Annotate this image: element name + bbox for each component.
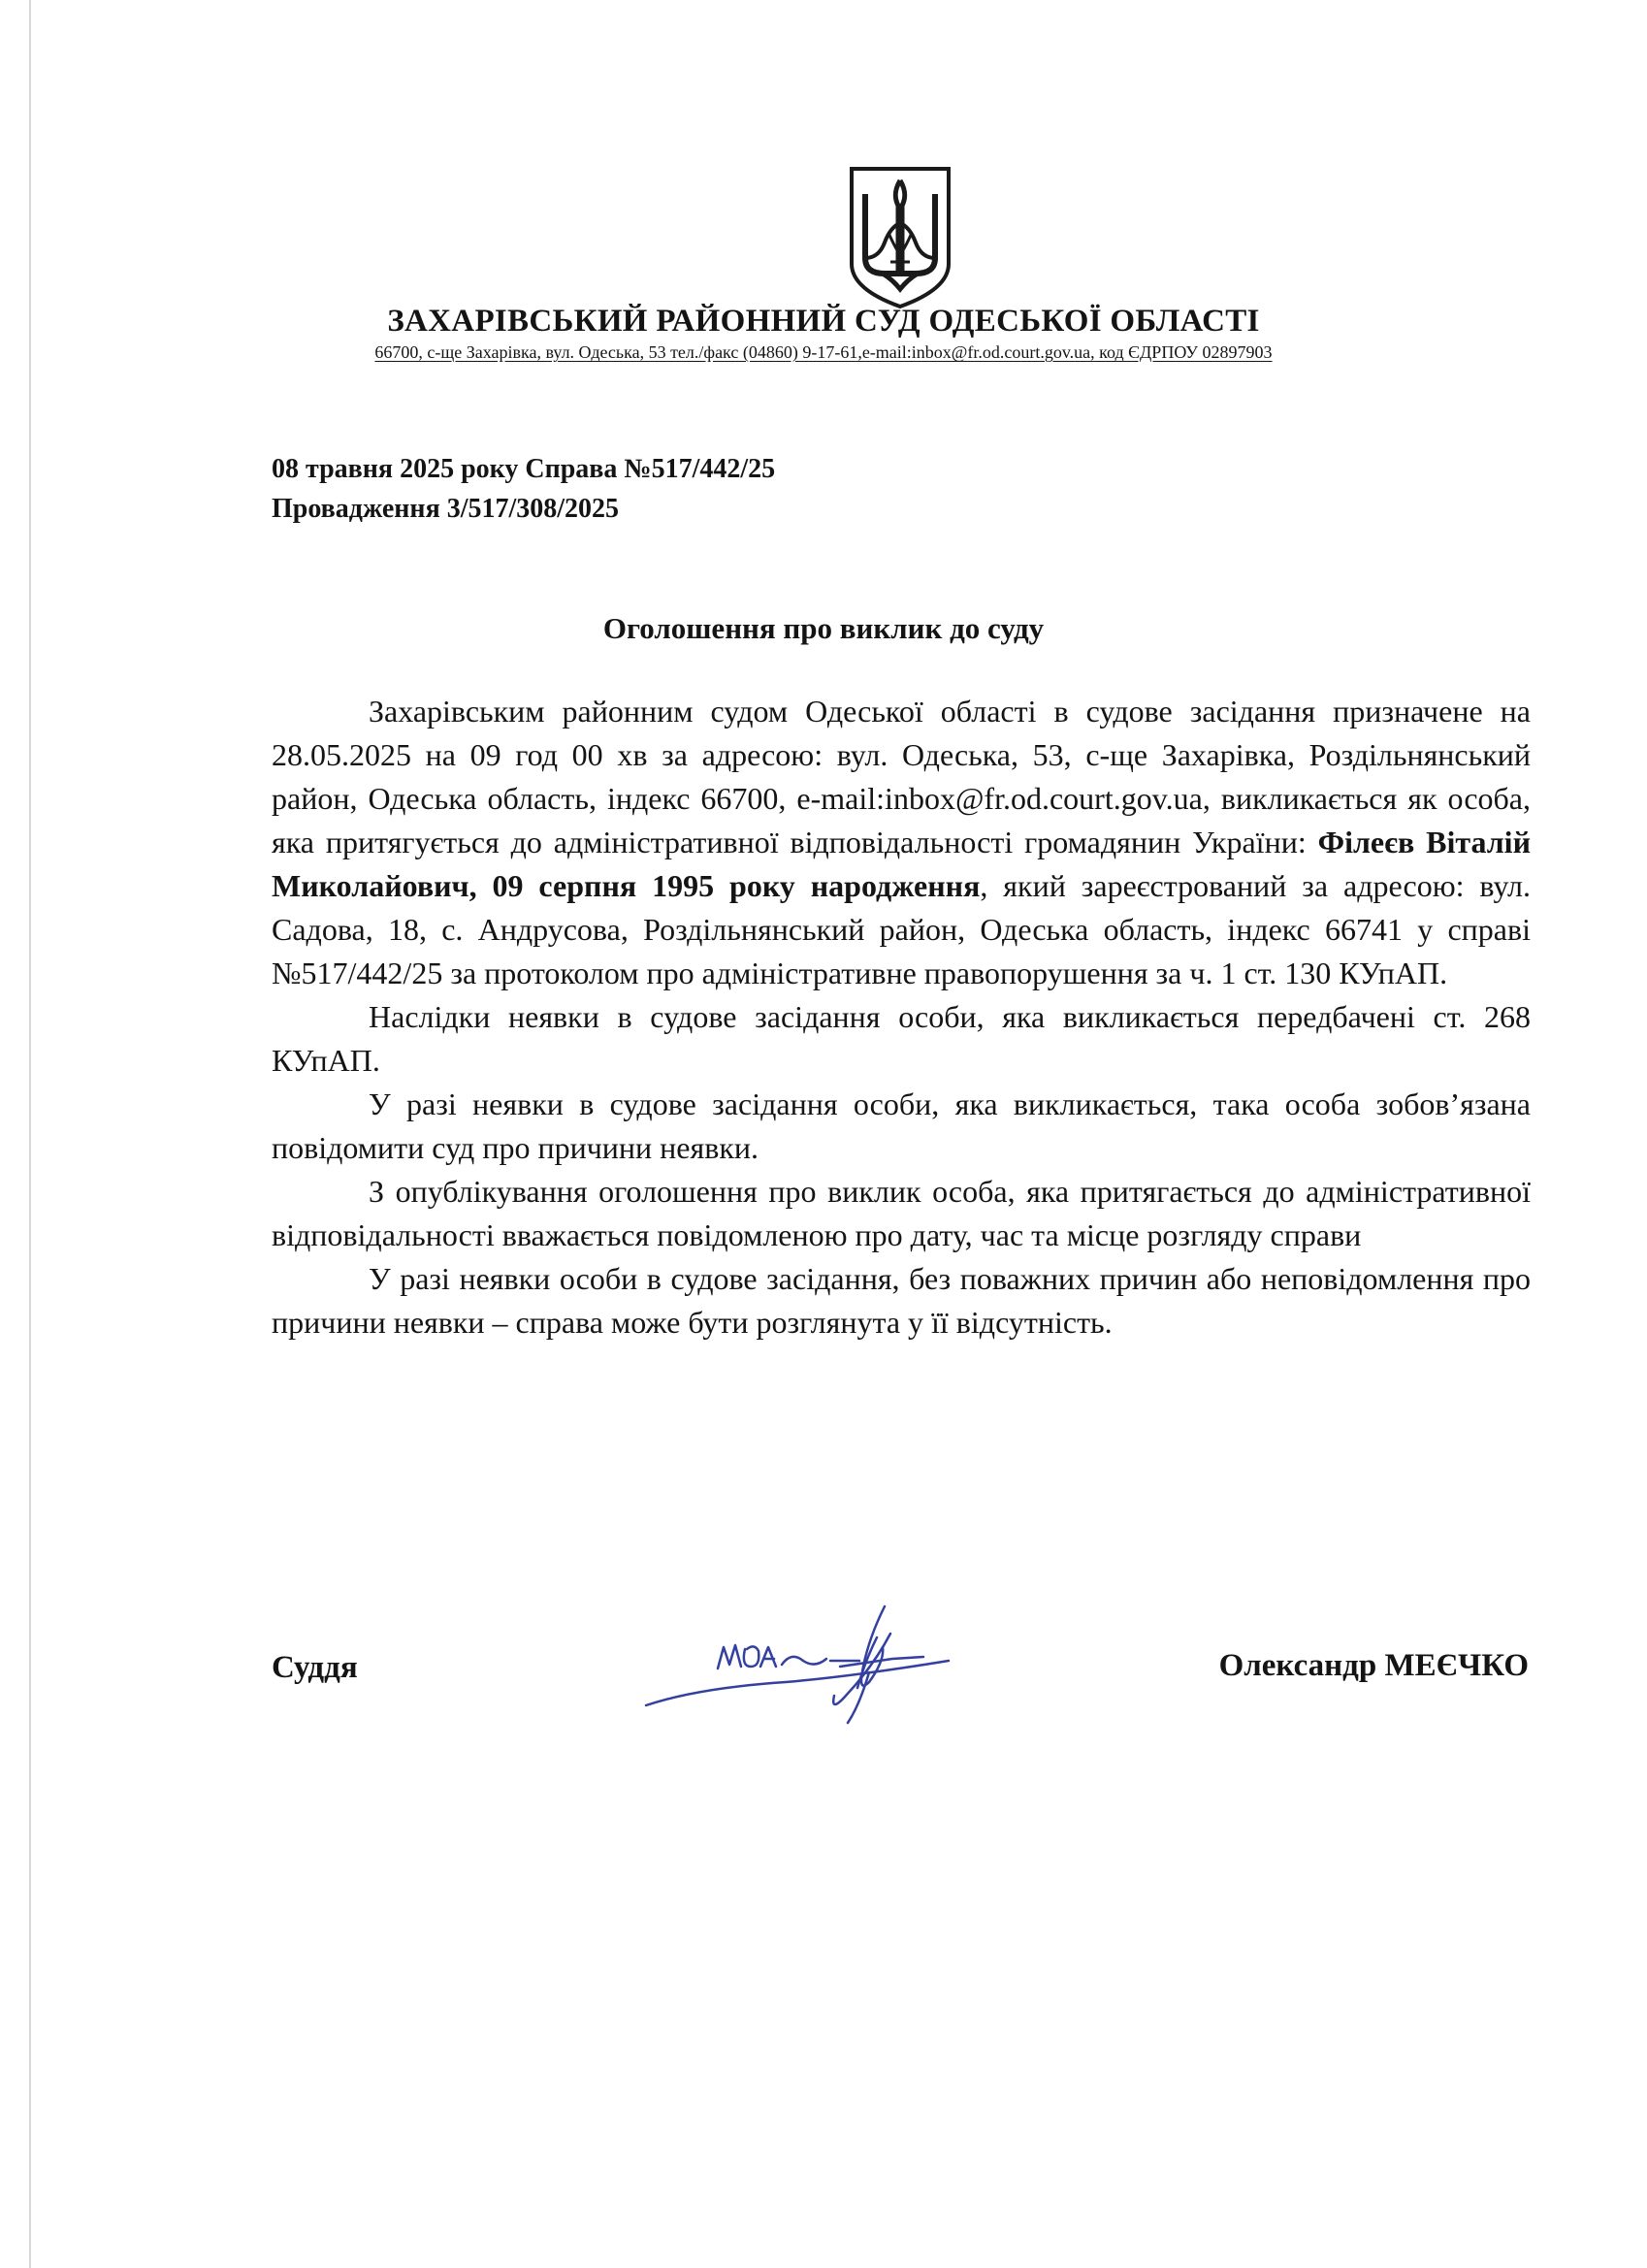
trident-coat-of-arms-icon	[846, 165, 954, 310]
defendant-name: Філеєв Віталій Миколайович, 09 серпня 1995 року народження	[272, 825, 1532, 903]
paragraph-summons-text-a: Захарівським районним судом Одеської області в судове засідання призначене на 28.05.2025 на 09 год 00 хв за адресою: вул. Одеська, 53, с-ще Захарівка, Роздільнянський район, Одеська область, індекс 66700, e-mail:inbox@fr.od.court.gov.ua, викликається як особа, яка притягується до адміністративної відповідальності громадянин України:	[272, 694, 1531, 859]
judge-name: Олександр МЕЄЧКО	[1218, 1648, 1529, 1683]
judge-label: Суддя	[272, 1650, 358, 1685]
paragraph-absence: У разі неявки особи в судове засідання, без поважних причин або неповідомлення про причини неявки – справа може бути розглянута у її відсутність.	[272, 1261, 1531, 1340]
court-name: ЗАХАРІВСЬКИЙ РАЙОННИЙ СУД ОДЕСЬКОЇ ОБЛАСТІ	[387, 304, 1260, 339]
court-address-text: 66700, с-ще Захарівка, вул. Одеська, 53 тел./факс (04860) 9-17-61,e-mail:inbox@fr.od.court.gov.ua, код ЄДРПОУ 02897903	[374, 342, 1273, 362]
paragraph-summons	[272, 690, 1531, 995]
handwritten-signature-icon	[640, 1599, 960, 1744]
proceeding-number: Провадження 3/517/308/2025	[272, 494, 620, 524]
document-title: Оголошення про виклик до суду	[602, 611, 1045, 645]
paragraph-notification: З опублікування оголошення про виклик особа, яка притягається до адміністративної відповідальності вважається повідомленою про дату, час та місце розгляду справи	[272, 1174, 1531, 1252]
document-body	[272, 690, 1531, 1345]
paragraph-obligation: У разі неявки в судове засідання особи, яка викликається, така особа зобов’язана повідомити суд про причини неявки.	[272, 1086, 1531, 1165]
paragraph-consequences: Наслідки неявки в судове засідання особи, яка викликається передбачені ст. 268 КУпАП.	[272, 999, 1531, 1078]
paragraph-summons-text-b: , який зареєстрований за адресою: вул. Садова, 18, с. Андрусова, Роздільнянський район, Одеська область, індекс 66741 у справі №517/442/25 за протоколом про адміністративне правопорушення за ч. 1 ст. 130 КУпАП.	[272, 868, 1532, 990]
case-info	[272, 449, 775, 529]
court-address	[0, 342, 1647, 363]
page-edge	[29, 0, 31, 2268]
case-number: 08 травня 2025 року Справа №517/442/25	[272, 454, 776, 484]
